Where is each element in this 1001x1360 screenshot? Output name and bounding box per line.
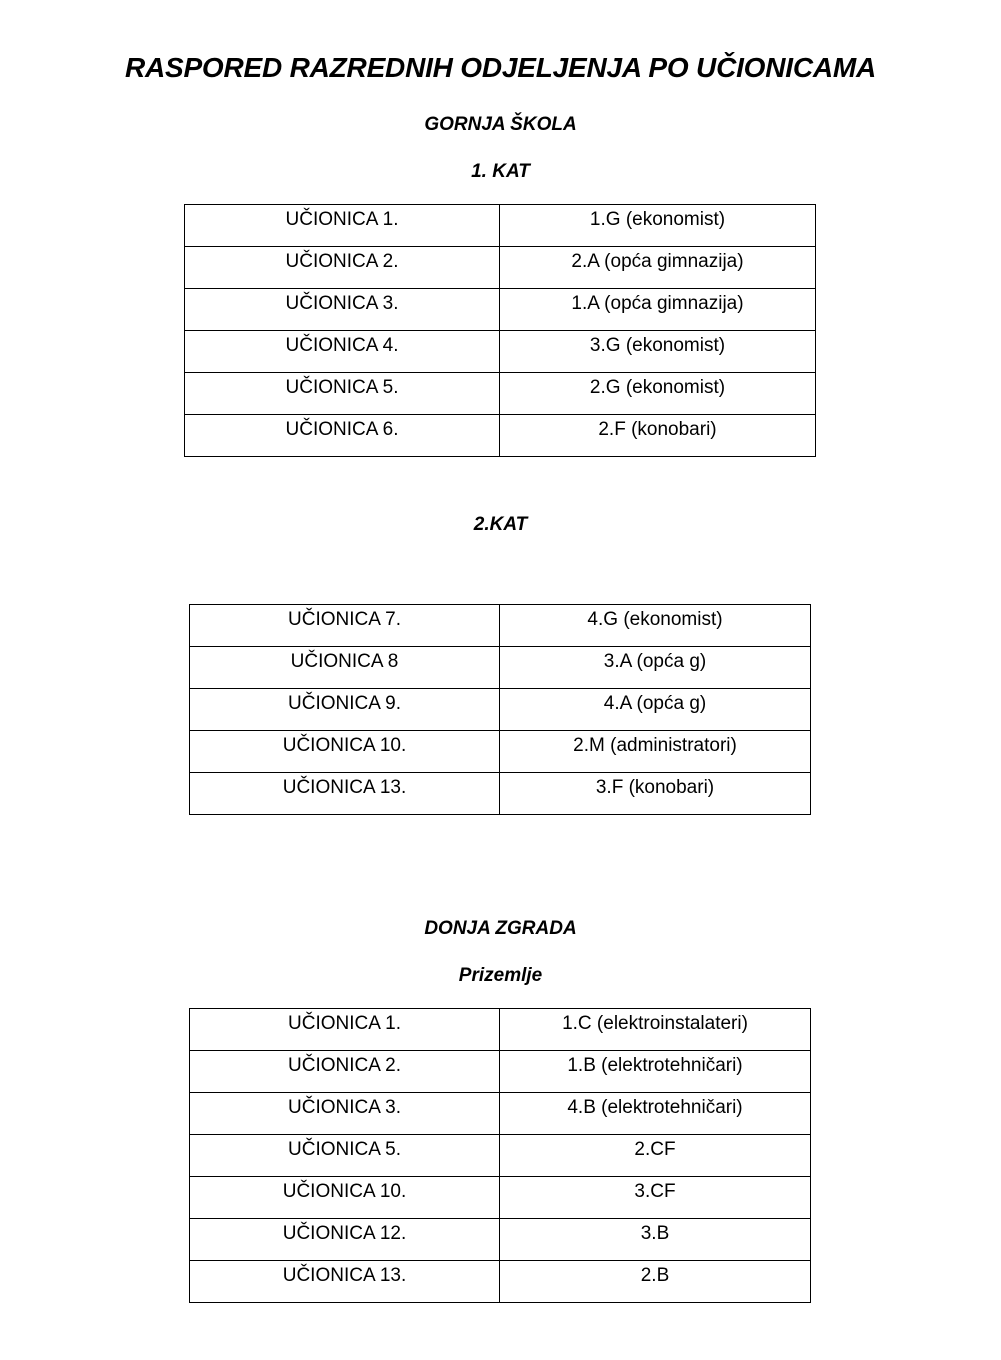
table-row [190, 1009, 811, 1051]
upper-school-heading: GORNJA ŠKOLA [424, 114, 577, 135]
room-cell: UČIONICA 6. [185, 415, 500, 457]
table-row [190, 647, 811, 689]
table-row [185, 247, 816, 289]
table-row [185, 205, 816, 247]
table-row [185, 289, 816, 331]
class-cell: 4.A (opća g) [500, 689, 811, 731]
table-row [185, 373, 816, 415]
table-row [190, 731, 811, 773]
room-cell: UČIONICA 12. [190, 1219, 500, 1261]
table-row [190, 1093, 811, 1135]
table-row [190, 1219, 811, 1261]
floor2-heading: 2.KAT [473, 514, 528, 535]
table-row [185, 415, 816, 457]
table-row [190, 1261, 811, 1303]
room-cell: UČIONICA 1. [190, 1009, 500, 1051]
room-cell: UČIONICA 9. [190, 689, 500, 731]
class-cell: 2.M (administratori) [500, 731, 811, 773]
floor1-room-table [184, 204, 816, 457]
room-cell: UČIONICA 5. [190, 1135, 500, 1177]
room-cell: UČIONICA 7. [190, 605, 500, 647]
class-cell: 2.G (ekonomist) [500, 373, 816, 415]
lower-building-heading: DONJA ZGRADA [424, 918, 577, 939]
class-cell: 3.G (ekonomist) [500, 331, 816, 373]
room-cell: UČIONICA 10. [190, 731, 500, 773]
room-cell: UČIONICA 5. [185, 373, 500, 415]
class-cell: 1.C (elektroinstalateri) [500, 1009, 811, 1051]
class-cell: 1.G (ekonomist) [500, 205, 816, 247]
class-cell: 3.CF [500, 1177, 811, 1219]
table-row [190, 1177, 811, 1219]
class-cell: 3.B [500, 1219, 811, 1261]
room-cell: UČIONICA 3. [190, 1093, 500, 1135]
room-cell: UČIONICA 2. [185, 247, 500, 289]
room-cell: UČIONICA 2. [190, 1051, 500, 1093]
ground-floor-room-table [189, 1008, 811, 1303]
floor2-room-table [189, 604, 811, 815]
table-row [190, 689, 811, 731]
class-cell: 1.B (elektrotehničari) [500, 1051, 811, 1093]
room-cell: UČIONICA 13. [190, 773, 500, 815]
room-cell: UČIONICA 10. [190, 1177, 500, 1219]
floor1-heading: 1. KAT [471, 161, 530, 182]
class-cell: 3.F (konobari) [500, 773, 811, 815]
class-cell: 1.A (opća gimnazija) [500, 289, 816, 331]
room-cell: UČIONICA 8 [190, 647, 500, 689]
room-cell: UČIONICA 13. [190, 1261, 500, 1303]
room-cell: UČIONICA 1. [185, 205, 500, 247]
table-row [185, 331, 816, 373]
class-cell: 4.B (elektrotehničari) [500, 1093, 811, 1135]
table-row [190, 605, 811, 647]
class-cell: 3.A (opća g) [500, 647, 811, 689]
table-row [190, 1135, 811, 1177]
class-cell: 2.F (konobari) [500, 415, 816, 457]
page-title: RASPORED RAZREDNIH ODJELJENJA PO UČIONICAMA [124, 52, 877, 83]
class-cell: 4.G (ekonomist) [500, 605, 811, 647]
room-cell: UČIONICA 4. [185, 331, 500, 373]
room-cell: UČIONICA 3. [185, 289, 500, 331]
class-cell: 2.A (opća gimnazija) [500, 247, 816, 289]
class-cell: 2.CF [500, 1135, 811, 1177]
table-row [190, 1051, 811, 1093]
table-row [190, 773, 811, 815]
class-cell: 2.B [500, 1261, 811, 1303]
ground-floor-heading: Prizemlje [458, 965, 543, 986]
